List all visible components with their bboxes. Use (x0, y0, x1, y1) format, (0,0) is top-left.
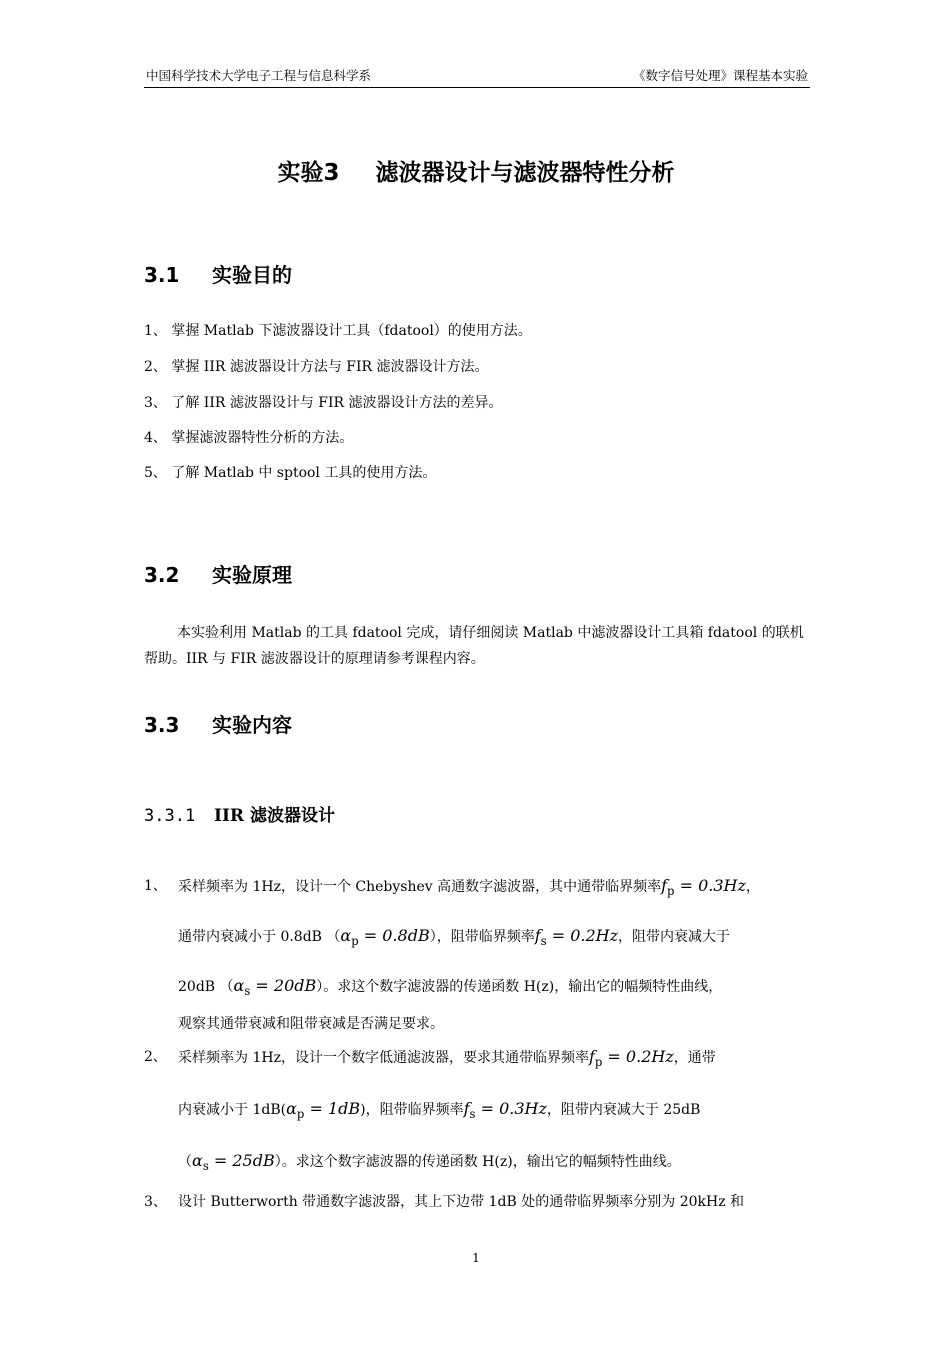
objective-item: 1、 掌握 Matlab 下滤波器设计工具（fdatool）的使用方法。 (144, 323, 532, 339)
header-right: 《数字信号处理》课程基本实验 (632, 68, 808, 83)
item-number: 1、 (144, 878, 167, 894)
section-number: 3.2 (144, 563, 180, 587)
item-line: $(\alpha_s = 25dB)$。求这个数字滤波器的传递函数 H(z)，输出它的幅频特性曲线。 (178, 1151, 681, 1173)
subsection-title: IIR 滤波器设计 (214, 806, 335, 826)
objective-item: 4、 掌握滤波器特性分析的方法。 (144, 430, 354, 446)
item-line: 通带内衰减小于 0.8dB $(\alpha_p = 0.8dB)$，阻带临界频率$f_s = 0.2Hz$，阻带内衰减大于 (178, 926, 731, 948)
header-rule (144, 87, 810, 88)
item-number: 3、 (144, 1194, 167, 1210)
page-title (0, 156, 952, 190)
math-symbol: α (192, 1151, 203, 1170)
subsection-heading (144, 804, 335, 828)
item-line: 20dB $(\alpha_s = 20dB)$。求这个数字滤波器的传递函数 H(z)，输出它的幅频特性曲线， (178, 976, 723, 998)
item-line: 采样频率为 1Hz，设计一个数字低通滤波器，要求其通带临界频率$f_p = 0.2Hz$，通带 (178, 1047, 716, 1069)
item-line: 采样频率为 1Hz，设计一个 Chebyshev 高通数字滤波器，其中通带临界频率$f_p = 0.3Hz$， (178, 876, 760, 898)
page-number: 1 (472, 1251, 480, 1265)
section-number: 3.3 (144, 713, 180, 737)
objective-item: 3、 了解 IIR 滤波器设计与 FIR 滤波器设计方法的差异。 (144, 395, 503, 411)
item-number: 2、 (144, 1049, 167, 1065)
math-symbol: f (588, 1047, 595, 1066)
math-symbol: α (233, 976, 245, 995)
section-title: 实验原理 (212, 563, 292, 587)
math-symbol: α (340, 926, 352, 945)
principle-paragraph: 本实验利用 Matlab 的工具 fdatool 完成，请仔细阅读 Matlab 中滤波器设计工具箱 fdatool 的联机帮助。IIR 与 FIR 滤波器设计的原理请参考课程内容。 (144, 625, 804, 667)
header-left: 中国科学技术大学电子工程与信息科学系 (146, 68, 372, 83)
item-line: 观察其通带衰减和阻带衰减是否满足要求。 (178, 1016, 444, 1032)
objective-item: 2、 掌握 IIR 滤波器设计方法与 FIR 滤波器设计方法。 (144, 359, 489, 375)
section-heading (144, 562, 292, 588)
section-title: 实验目的 (212, 263, 292, 287)
section-heading (144, 262, 292, 288)
subsection-number: 3.3.1 (144, 806, 196, 826)
section-heading (144, 712, 292, 738)
section-number: 3.1 (144, 263, 180, 287)
math-symbol: f (463, 1099, 470, 1118)
objective-item: 5、 了解 Matlab 中 sptool 工具的使用方法。 (144, 465, 437, 481)
math-symbol: f (661, 876, 668, 895)
section-title: 实验内容 (212, 713, 292, 737)
title-text: 滤波器设计与滤波器特性分析 (375, 160, 675, 186)
title-number: 实验3 (277, 160, 340, 186)
item-line: 设计 Butterworth 带通数字滤波器，其上下边带 1dB 处的通带临界频率分别为 20kHz 和 (178, 1194, 745, 1210)
item-line: 内衰减小于 $1dB(\alpha_p = 1dB)$，阻带临界频率$f_s = 0.3Hz$，阻带内衰减大于 25dB (178, 1099, 701, 1121)
math-symbol: f (534, 926, 541, 945)
math-symbol: α (286, 1099, 297, 1118)
